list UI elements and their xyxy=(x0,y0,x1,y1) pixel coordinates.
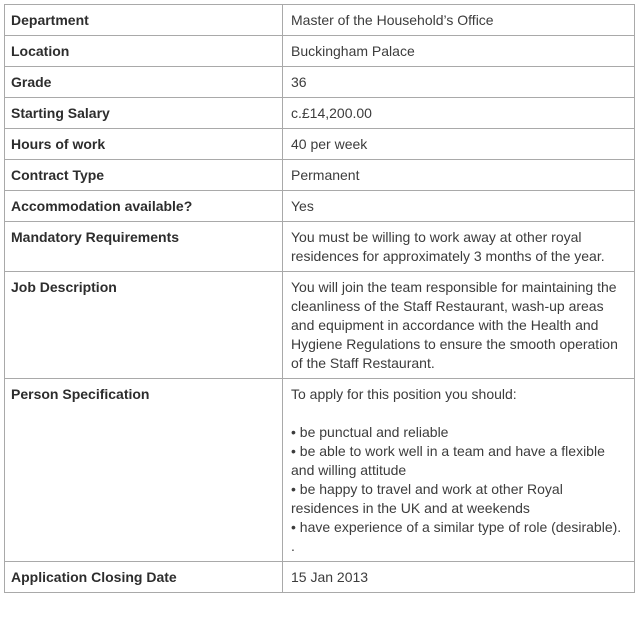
row-value-job-description: You will join the team responsible for maintaining the cleanliness of the Staff Restaurant, wash-up areas and equipment in accordance with the Health and Hygiene Regulations to ensure the smooth operation of the Staff Restaurant. xyxy=(283,272,635,379)
row-label-location: Location xyxy=(5,36,283,67)
row-label-grade: Grade xyxy=(5,67,283,98)
row-value-department: Master of the Household’s Office xyxy=(283,5,635,36)
table-row xyxy=(5,129,635,160)
table-row xyxy=(5,160,635,191)
row-value-accommodation: Yes xyxy=(283,191,635,222)
person-spec-bullet: • have experience of a similar type of role (desirable). xyxy=(291,519,622,535)
row-label-contract-type: Contract Type xyxy=(5,160,283,191)
row-value-mandatory-requirements: You must be willing to work away at other royal residences for approximately 3 months of the year. xyxy=(283,222,635,272)
table-row xyxy=(5,36,635,67)
row-label-person-specification: Person Specification xyxy=(5,379,283,562)
table-row xyxy=(5,272,635,379)
person-spec-trailing-dot: . xyxy=(291,538,295,554)
row-value-starting-salary: c.£14,200.00 xyxy=(283,98,635,129)
row-value-person-specification xyxy=(283,379,635,562)
table-row xyxy=(5,67,635,98)
table-row xyxy=(5,222,635,272)
row-label-closing-date: Application Closing Date xyxy=(5,562,283,593)
row-value-closing-date: 15 Jan 2013 xyxy=(283,562,635,593)
table-row xyxy=(5,5,635,36)
row-value-contract-type: Permanent xyxy=(283,160,635,191)
table-row xyxy=(5,98,635,129)
person-spec-bullet: • be able to work well in a team and have a flexible and willing attitude xyxy=(291,443,605,478)
row-label-starting-salary: Starting Salary xyxy=(5,98,283,129)
row-value-grade: 36 xyxy=(283,67,635,98)
person-spec-bullet: • be punctual and reliable xyxy=(291,424,449,440)
row-label-job-description: Job Description xyxy=(5,272,283,379)
row-label-department: Department xyxy=(5,5,283,36)
row-label-hours-of-work: Hours of work xyxy=(5,129,283,160)
job-details-table xyxy=(4,4,635,593)
person-spec-bullet: • be happy to travel and work at other Royal residences in the UK and at weekends xyxy=(291,481,563,516)
row-label-accommodation: Accommodation available? xyxy=(5,191,283,222)
row-value-hours-of-work: 40 per week xyxy=(283,129,635,160)
person-spec-intro: To apply for this position you should: xyxy=(291,386,517,402)
table-row xyxy=(5,562,635,593)
row-value-location: Buckingham Palace xyxy=(283,36,635,67)
table-row xyxy=(5,191,635,222)
row-label-mandatory-requirements: Mandatory Requirements xyxy=(5,222,283,272)
table-row xyxy=(5,379,635,562)
